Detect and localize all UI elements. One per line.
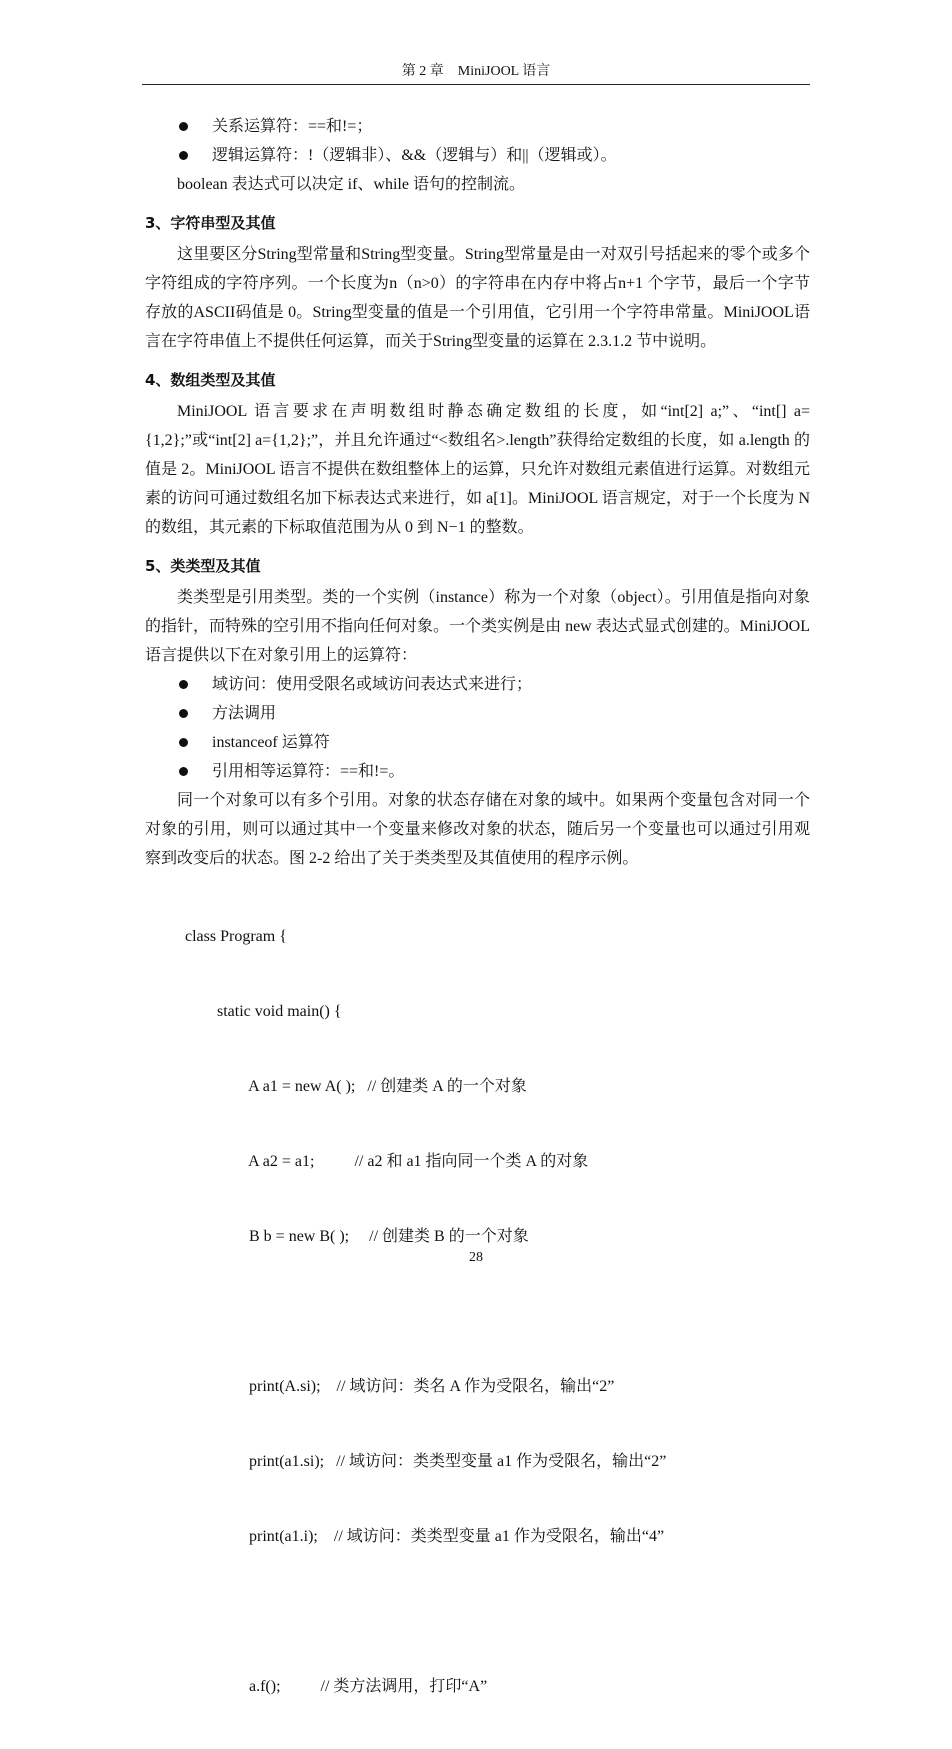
- chapter-title: 第 2 章 MiniJOOL 语言: [401, 64, 551, 79]
- bullet-dot-icon: [179, 767, 188, 776]
- code-line: A a2 = a1; // a2 和 a1 指向同一个类 A 的对象: [185, 1153, 589, 1170]
- page-body: [145, 112, 810, 1749]
- code-line: [185, 1599, 810, 1624]
- code-line: print(a1.i); // 域访问：类类型变量 a1 作为受限名，输出“4”: [185, 1528, 665, 1545]
- bullet-item: [145, 141, 810, 170]
- bullet-text: 域访问：使用受限名或域访问表达式来进行；: [212, 676, 533, 693]
- page-number: 28: [469, 1250, 483, 1265]
- bullet-text: 逻辑运算符：!（逻辑非）、&&（逻辑与）和||（逻辑或）。: [212, 147, 617, 164]
- section-5-paragraph-2: 同一个对象可以有多个引用。对象的状态存储在对象的域中。如果两个变量包含对同一个对象的引用，则可以通过其中一个变量来修改对象的状态，随后另一个变量也可以通过引用观察到改变后的状态。图 2-2 给出了关于类类型及其值使用的程序示例。: [145, 792, 810, 867]
- bullet-text: 关系运算符：==和!=；: [212, 118, 373, 135]
- code-line: a.f(); // 类方法调用，打印“A”: [185, 1678, 488, 1695]
- bullet-dot-icon: [179, 738, 188, 747]
- bullet-item: [145, 699, 810, 728]
- bullet-item: [145, 112, 810, 141]
- bullet-item: [145, 728, 810, 757]
- section-4-paragraph: MiniJOOL 语言要求在声明数组时静态确定数组的长度，如“int[2] a;”、“int[] a={1,2};”或“int[2] a={1,2};”，并且允许通过“<数组名>.length”获得给定数组的长度，如 a.length 的值是 2。MiniJOOL 语言不提供在数组整体上的运算，只允许对数组元素值进行运算。对数组元素的访问可通过数组名加下标表达式来进行，如 a[1]。MiniJOOL 语言规定，对于一个长度为 N 的数组，其元素的下标取值范围为从 0 到 N−1 的整数。: [145, 403, 810, 536]
- bullet-item: [145, 670, 810, 699]
- section-3-paragraph: 这里要区分String型常量和String型变量。String型常量是由一对双引号括起来的零个或多个字符组成的字符序列。一个长度为n（n>0）的字符串在内存中将占n+1 个字节，最后一个字节存放的ASCII码值是 0。String型变量的值是一个引用值，它引用一个字符串常量。MiniJOOL语言在字符串值上不提供任何运算，而关于String型变量的运算在 2.3.1.2 节中说明。: [145, 246, 810, 350]
- section-heading-3: 3、字符串型及其值: [145, 214, 276, 232]
- code-line: [185, 1299, 810, 1324]
- section-heading-4: 4、数组类型及其值: [145, 371, 276, 389]
- code-sample: [145, 874, 810, 1749]
- code-line: print(a1.si); // 域访问：类类型变量 a1 作为受限名，输出“2”: [185, 1453, 667, 1470]
- code-line: static void main() {: [185, 1003, 342, 1020]
- code-line: print(A.si); // 域访问：类名 A 作为受限名，输出“2”: [185, 1378, 615, 1395]
- running-header: [142, 60, 810, 85]
- code-line: A a1 = new A( ); // 创建类 A 的一个对象: [185, 1078, 527, 1095]
- bullet-dot-icon: [179, 709, 188, 718]
- boolean-note: boolean 表达式可以决定 if、while 语句的控制流。: [177, 176, 525, 193]
- bullet-dot-icon: [179, 122, 188, 131]
- bullet-text: instanceof 运算符: [212, 734, 330, 751]
- section-5-paragraph-1: 类类型是引用类型。类的一个实例（instance）称为一个对象（object）。引用值是指向对象的指针，而特殊的空引用不指向任何对象。一个类实例是由 new 表达式显式创建的。MiniJOOL 语言提供以下在对象引用上的运算符：: [145, 589, 810, 664]
- page-footer: [0, 1250, 952, 1266]
- bullet-text: 方法调用: [212, 705, 277, 722]
- code-line: B b = new B( ); // 创建类 B 的一个对象: [185, 1228, 529, 1245]
- bullet-dot-icon: [179, 151, 188, 160]
- code-line: class Program {: [185, 928, 287, 945]
- bullet-text: 引用相等运算符：==和!=。: [212, 763, 405, 780]
- bullet-item: [145, 757, 810, 786]
- section-heading-5: 5、类类型及其值: [145, 557, 261, 575]
- bullet-dot-icon: [179, 680, 188, 689]
